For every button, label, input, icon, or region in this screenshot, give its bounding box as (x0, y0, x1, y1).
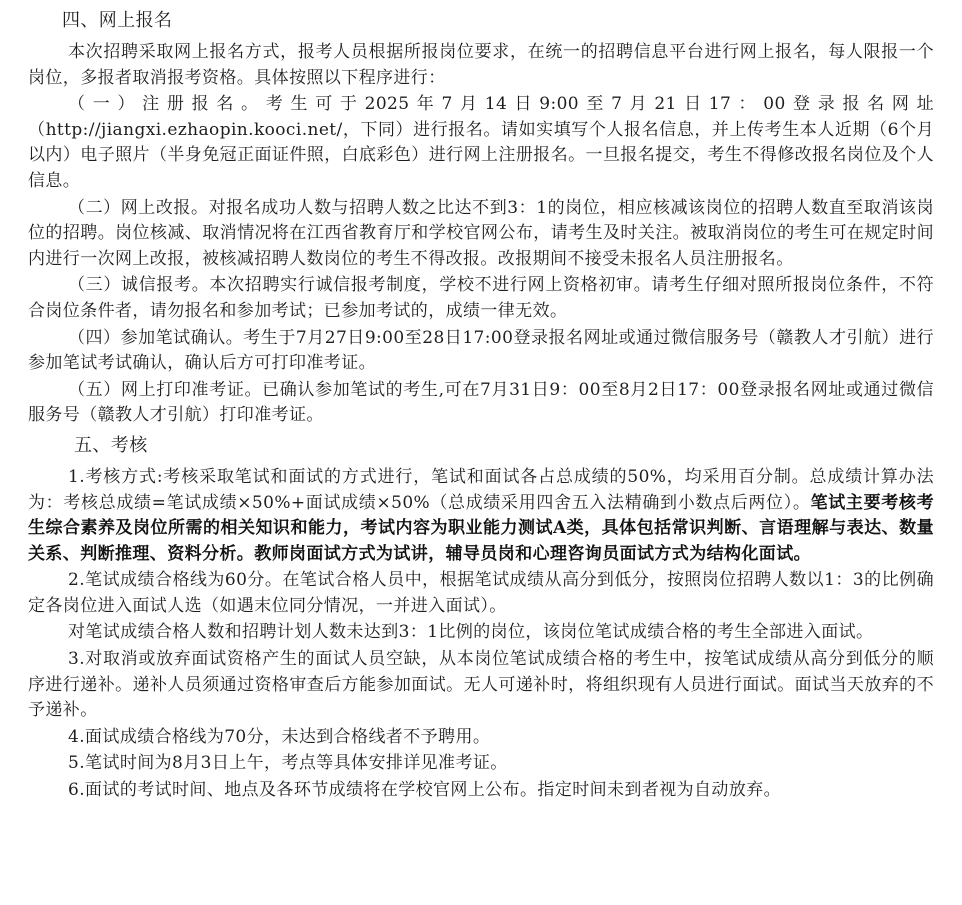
step-1-register: （一）注册报名。考生可于2025年7月14日9:00至7月21日17：00登录报名网址（http://jiangxi.ezhaopin.kooci.net/，下同）进行报名。请如实填写个人报名信息，并上传考生本人近期（6个月以内）电子照片（半身免冠正面证件照，白底彩色）进行网上注册报名。一旦报名提交，考生不得修改报名岗位及个人信息。 (28, 94, 934, 191)
assessment-item-2-note: 对笔试成绩合格人数和招聘计划人数未达到3：1比例的岗位，该岗位笔试成绩合格的考生全部进入面试。 (68, 622, 874, 643)
assessment-item-6: 6.面试的考试时间、地点及各环节成绩将在学校官网上公布。指定时间未到者视为自动放弃。 (68, 780, 782, 801)
assessment-item-1-text: 1.考核方式:考核采取笔试和面试的方式进行，笔试和面试各占总成绩的50%，均采用百分制。总成绩计算办法为：考核总成绩=笔试成绩×50%+面试成绩×50%（总成绩采用四舍五入法精确到小数点后两位）。 (28, 466, 934, 513)
step-5-print-admission-ticket: （五）网上打印准考证。已确认参加笔试的考生,可在7月31日9：00至8月2日17：00登录报名网址或通过微信服务号（赣教人才引航）打印准考证。 (28, 379, 934, 426)
assessment-item-1-bold: 笔试主要考核考生综合素养及岗位所需的相关知识和能力，考试内容为职业能力测试A类，具体包括常识判断、言语理解与表达、数量关系、判断推理、资料分析。教师岗面试方式为试讲，辅导员岗和心理咨询员面试方式为结构化面试。 (28, 492, 934, 564)
assessment-item-1 (28, 465, 934, 567)
assessment-item-4: 4.面试成绩合格线为70分，未达到合格线者不予聘用。 (68, 726, 491, 747)
assessment-item-2: 2.笔试成绩合格线为60分。在笔试合格人员中，根据笔试成绩从高分到低分，按照岗位招聘人数以1：3的比例确定各岗位进入面试人选（如遇末位同分情况，一并进入面试）。 (28, 570, 934, 616)
section-5-heading: 五、考核 (74, 434, 148, 456)
section-4-intro: 本次招聘采取网上报名方式，报考人员根据所报岗位要求，在统一的招聘信息平台进行网上报名，每人限报一个岗位，多报者取消报考资格。具体按照以下程序进行： (28, 42, 934, 88)
step-2-change-application: （二）网上改报。对报名成功人数与招聘人数之比达不到3：1的岗位，相应核减该岗位的招聘人数直至取消该岗位的招聘。岗位核减、取消情况将在江西省教育厅和学校官网公布，请考生及时关注。被取消岗位的考生可在规定时间内进行一次网上改报，被核减招聘人数岗位的考生不得改报。改报期间不接受未报名人员注册报名。 (28, 197, 934, 269)
step-4-written-exam-confirm: （四）参加笔试确认。考生于7月27日9:00至28日17:00登录报名网址或通过微信服务号（赣教人才引航）进行参加笔试考试确认，确认后方可打印准考证。 (28, 327, 934, 374)
assessment-item-5: 5.笔试时间为8月3日上午，考点等具体安排详见准考证。 (68, 753, 508, 774)
section-4-heading: 四、网上报名 (62, 10, 173, 31)
step-3-integrity: （三）诚信报考。本次招聘实行诚信报考制度，学校不进行网上资格初审。请考生仔细对照所报岗位条件，不符合岗位条件者，请勿报名和参加考试；已参加考试的，成绩一律无效。 (28, 275, 934, 321)
assessment-item-3: 3.对取消或放弃面试资格产生的面试人员空缺，从本岗位笔试成绩合格的考生中，按笔试成绩从高分到低分的顺序进行递补。递补人员须通过资格审查后方能参加面试。无人可递补时，将组织现有人员进行面试。面试当天放弃的不予递补。 (28, 649, 934, 721)
